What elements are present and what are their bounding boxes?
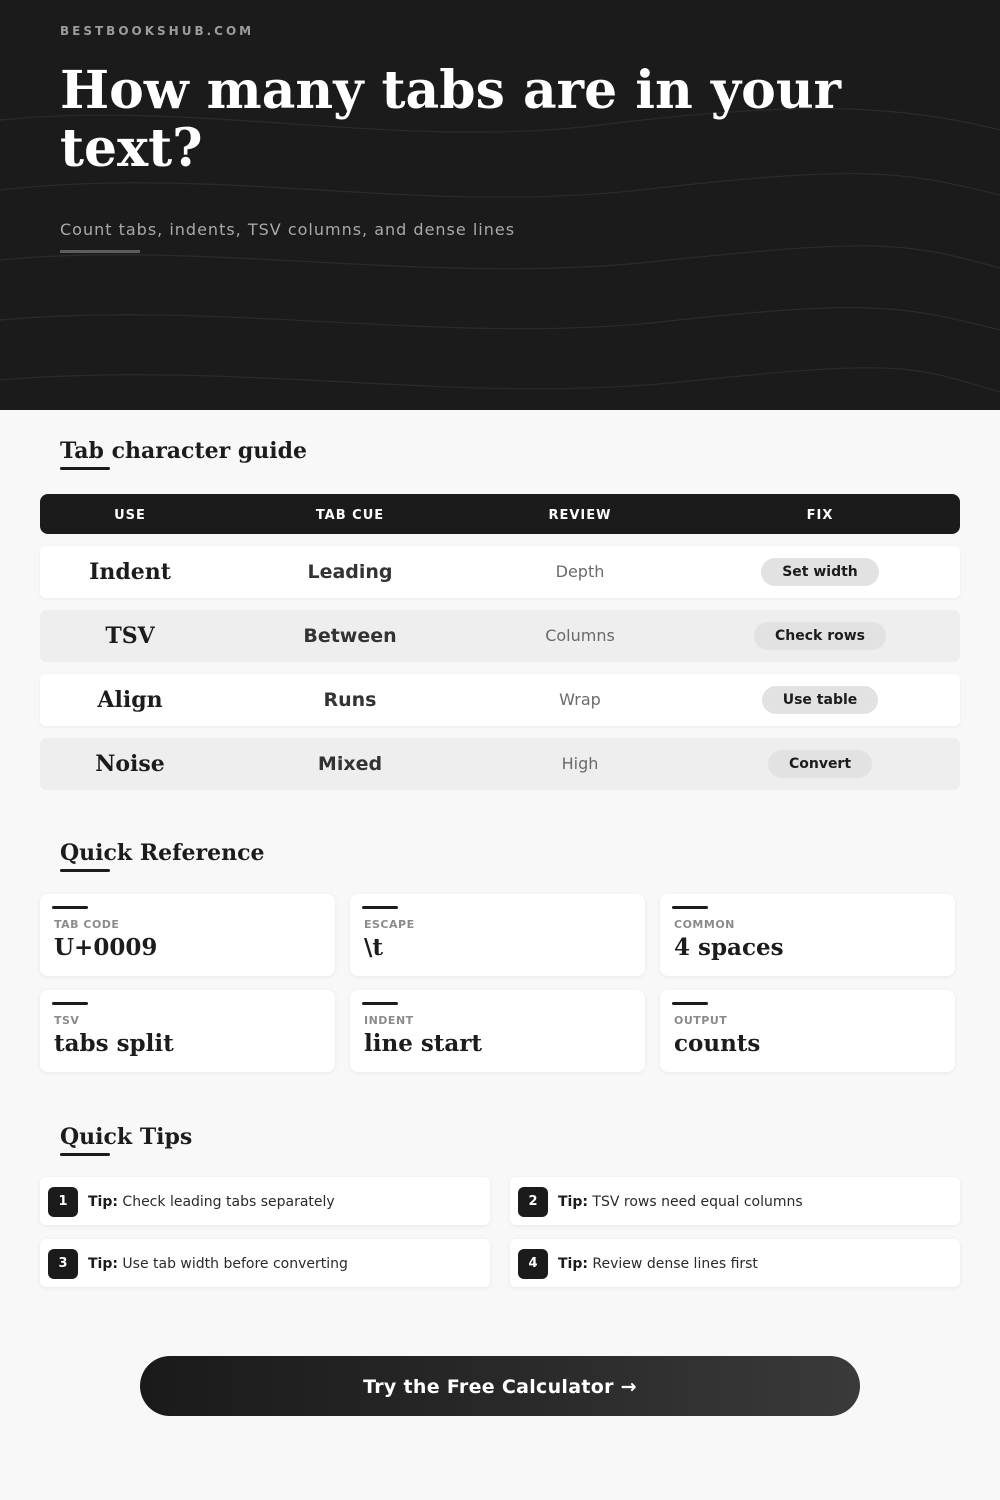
row-fix [680, 546, 960, 598]
guide-title-underline [60, 467, 110, 470]
tip-body: Use tab width before converting [122, 1256, 348, 1272]
card-value: 4 spaces [674, 934, 784, 961]
header-fix: FIX [806, 508, 834, 523]
site-brand[interactable]: BESTBOOKSHUB.COM [60, 24, 255, 38]
card-label: INDENT [364, 1014, 414, 1027]
tip-body: TSV rows need equal columns [592, 1194, 803, 1210]
reference-section-title: Quick Reference [60, 840, 265, 866]
card-label: COMMON [674, 918, 735, 931]
fix-badge: Use table [762, 686, 879, 714]
card-label: TAB CODE [54, 918, 120, 931]
table-row [40, 610, 960, 662]
card-label: TSV [54, 1014, 80, 1027]
row-review: High [561, 754, 599, 773]
table-row [40, 546, 960, 598]
reference-card-tab-code [40, 894, 335, 976]
row-use: TSV [105, 623, 155, 649]
try-calculator-button[interactable]: Try the Free Calculator → [140, 1356, 860, 1416]
page-subtitle: Count tabs, indents, TSV columns, and dense lines [60, 220, 516, 239]
tip-text [558, 1177, 803, 1225]
reference-card-common [660, 894, 955, 976]
tips-title-underline [60, 1153, 110, 1156]
tip-item [40, 1239, 490, 1287]
fix-badge: Convert [768, 750, 872, 778]
table-row [40, 738, 960, 790]
row-fix [680, 738, 960, 790]
card-accent [52, 906, 88, 909]
card-value: \t [364, 934, 384, 961]
card-accent [52, 1002, 88, 1005]
header-use: USE [114, 508, 146, 523]
row-use: Noise [95, 751, 165, 777]
card-accent [362, 1002, 398, 1005]
tip-body: Check leading tabs separately [122, 1194, 335, 1210]
fix-badge: Check rows [754, 622, 886, 650]
row-tab-cue: Mixed [317, 753, 383, 775]
row-use: Indent [89, 559, 171, 585]
row-tab-cue: Between [303, 625, 397, 647]
card-value: tabs split [54, 1030, 174, 1057]
page-title: How many tabs are in your text? [60, 60, 842, 179]
reference-card-tsv [40, 990, 335, 1072]
row-fix [680, 610, 960, 662]
reference-card-escape [350, 894, 645, 976]
row-review: Depth [555, 562, 605, 581]
tip-item [510, 1239, 960, 1287]
reference-card-indent [350, 990, 645, 1072]
row-review: Wrap [559, 690, 601, 709]
fix-badge: Set width [761, 558, 879, 586]
card-label: ESCAPE [364, 918, 415, 931]
tip-item [40, 1177, 490, 1225]
card-value: U+0009 [54, 934, 158, 961]
row-tab-cue: Runs [323, 689, 377, 711]
card-accent [672, 1002, 708, 1005]
tip-text [88, 1177, 335, 1225]
table-row [40, 674, 960, 726]
card-value: counts [674, 1030, 761, 1057]
tip-text [558, 1239, 758, 1287]
tip-prefix: Tip: [558, 1194, 588, 1210]
tip-body: Review dense lines first [592, 1256, 758, 1272]
row-fix [680, 674, 960, 726]
tip-number-badge: 3 [48, 1249, 78, 1279]
reference-title-underline [60, 869, 110, 872]
reference-card-output [660, 990, 955, 1072]
hero-banner [0, 0, 1000, 410]
header-tab-cue: TAB CUE [315, 508, 385, 523]
subtitle-underline [60, 250, 140, 253]
card-accent [672, 906, 708, 909]
tip-text [88, 1239, 348, 1287]
tip-number-badge: 2 [518, 1187, 548, 1217]
tip-prefix: Tip: [88, 1194, 118, 1210]
guide-table-header [40, 494, 960, 534]
card-label: OUTPUT [674, 1014, 728, 1027]
tip-number-badge: 1 [48, 1187, 78, 1217]
tip-prefix: Tip: [88, 1256, 118, 1272]
card-value: line start [364, 1030, 483, 1057]
row-review: Columns [545, 626, 615, 645]
guide-section-title: Tab character guide [60, 438, 307, 464]
tip-item [510, 1177, 960, 1225]
tip-prefix: Tip: [558, 1256, 588, 1272]
row-use: Align [97, 687, 163, 713]
row-tab-cue: Leading [307, 561, 393, 583]
header-review: REVIEW [548, 508, 612, 523]
tip-number-badge: 4 [518, 1249, 548, 1279]
card-accent [362, 906, 398, 909]
tips-section-title: Quick Tips [60, 1124, 193, 1150]
